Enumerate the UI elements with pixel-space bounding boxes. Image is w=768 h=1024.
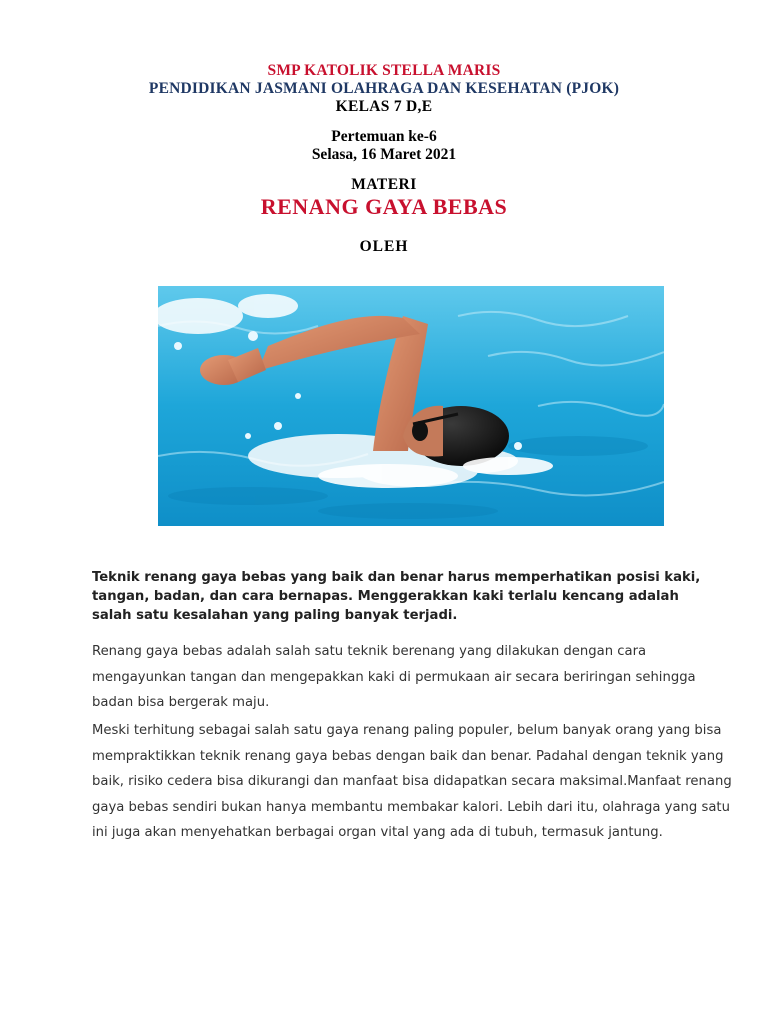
meeting-date: Selasa, 16 Maret 2021 (311, 146, 457, 163)
materi-label: MATERI (351, 176, 417, 193)
subject-name: PENDIDIKAN JASMANI OLAHRAGA DAN KESEHATAN (PJOK) (148, 80, 620, 97)
school-name: SMP KATOLIK STELLA MARIS (267, 62, 501, 79)
materi-title: RENANG GAYA BEBAS (260, 194, 508, 219)
author-label: OLEH (359, 238, 409, 255)
body-paragraph-2: Meski terhitung sebagai salah satu gaya renang paling populer, belum banyak orang yang bisa mempraktikkan teknik renang gaya bebas dengan baik dan benar. Padahal dengan teknik yang baik, risiko cedera bisa dikurangi dan manfaat bisa didapatkan secara maksimal.Manfaat renang gaya bebas sendiri bukan hanya membantu membakar kalori. Lebih dari itu, olahraga yang satu ini juga akan menyehatkan berbagai organ vital yang ada di tubuh, termasuk jantung. (92, 723, 732, 841)
swimmer-photo (158, 286, 664, 526)
meeting-number: Pertemuan ke-6 (331, 128, 437, 145)
body-paragraph-1: Renang gaya bebas adalah salah satu teknik berenang yang dilakukan dengan cara mengayunkan tangan dan mengepakkan kaki di permukaan air secara beriringan sehingga badan bisa bergerak maju. (92, 644, 696, 711)
meeting-info (0, 128, 768, 164)
lead-paragraph: Teknik renang gaya bebas yang baik dan benar harus memperhatikan posisi kaki, tangan, badan, dan cara bernapas. Menggerakkan kaki terlalu kencang adalah salah satu kesalahan yang paling banyak terjadi. (92, 570, 701, 623)
document-header (0, 62, 768, 116)
class-label: KELAS 7 D,E (335, 98, 433, 115)
